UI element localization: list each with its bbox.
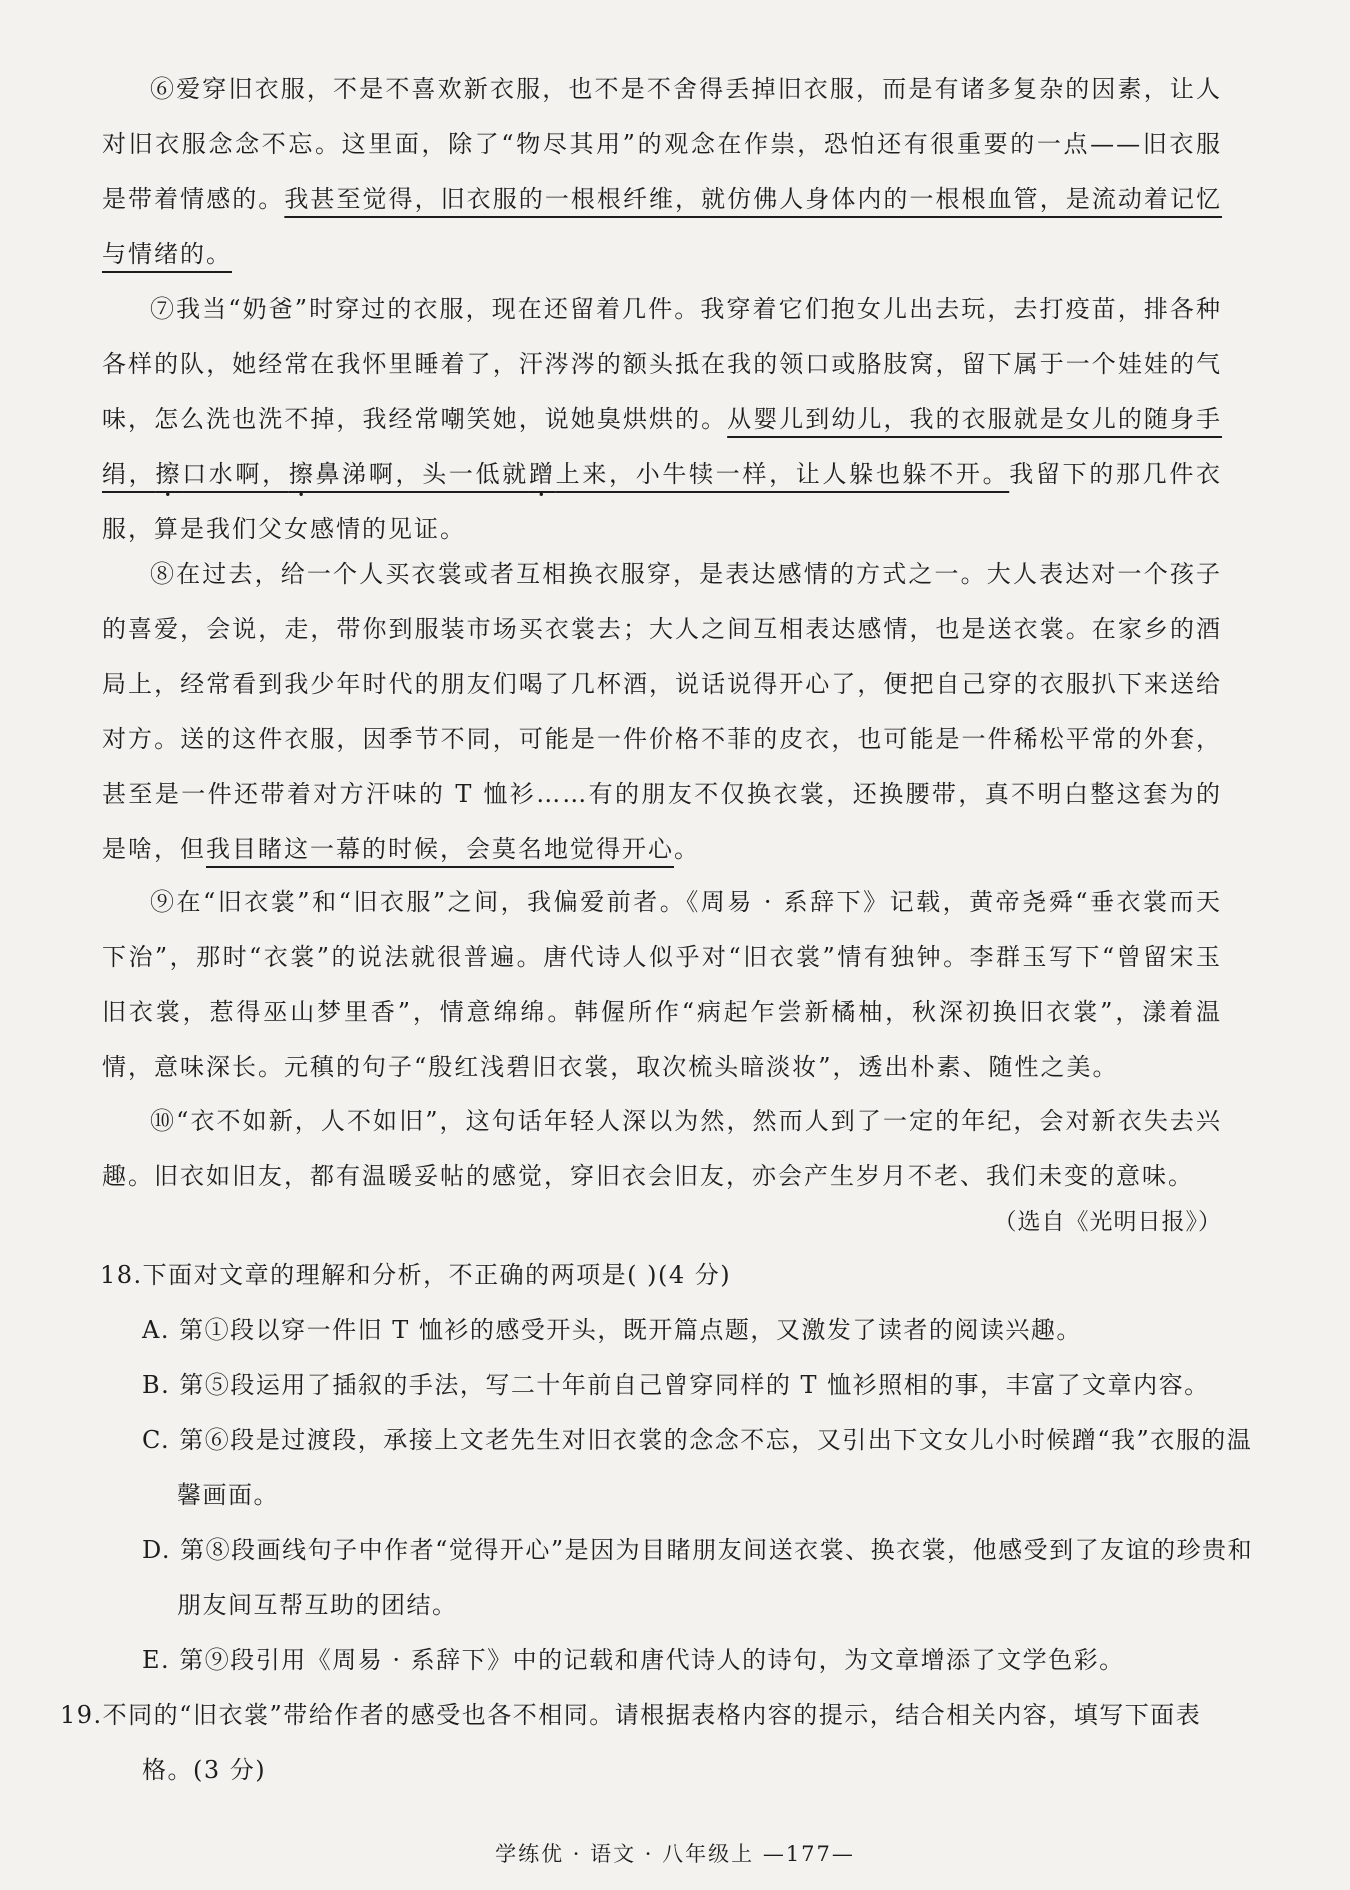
underlined-sentence-p6: 我甚至觉得，旧衣服的一根根纤维，就仿佛人身体内的一根根血管，是流动着记忆与情绪的。 xyxy=(102,185,1223,268)
paragraph-6: ⑥爱穿旧衣服，不是不喜欢新衣服，也不是不舍得丢掉旧衣服，而是有诸多复杂的因素，让人对旧衣服念念不忘。这里面，除了“物尽其用”的观念在作祟，恐怕还有很重要的一点——旧衣服是带着情感的。我甚至觉得，旧衣服的一根根纤维，就仿佛人身体内的一根根血管，是流动着记忆与情绪的。 xyxy=(102,75,1223,268)
question-18 xyxy=(102,1248,1227,1303)
page-footer: 学练优 · 语文 · 八年级上 —177— xyxy=(495,1842,855,1866)
paragraph-8: ⑧在过去，给一个人买衣裳或者互相换衣服穿，是表达感情的方式之一。大人表达对一个孩子的喜爱，会说，走，带你到服装市场买衣裳去；大人之间互相表达感情，也是送衣裳。在家乡的酒局上，经常看到我少年时代的朋友们喝了几杯酒，说话说得开心了，便把自己穿的衣服扒下来送给对方。送的这件衣服，因季节不同，可能是一件价格不菲的皮衣，也可能是一件稀松平常的外套，甚至是一件还带着对方汗味的 T 恤衫……有的朋友不仅换衣裳，还换腰带，真不明白整这套为的是啥，但我目睹这一幕的时候，会莫名地觉得开心。 xyxy=(102,560,1222,863)
question-stem: 不同的“旧衣裳”带给作者的感受也各不相同。请根据表格内容的提示，结合相关内容，填写下面表格。(3 分) xyxy=(102,1701,1202,1784)
question-number: 18. xyxy=(100,1261,143,1289)
source-citation: （选自《光明日报》） xyxy=(993,1209,1222,1235)
underlined-sentence-p7: 从婴儿到幼儿，我的衣服就是女儿的随身手绢，擦口水啊，擦鼻涕啊，头一低就蹭上来，小牛犊一样，让人躲也躲不开。 xyxy=(102,405,1223,488)
paragraph-7: ⑦我当“奶爸”时穿过的衣服，现在还留着几件。我穿着它们抱女儿出去玩，去打疫苗，排各种各样的队，她经常在我怀里睡着了，汗涔涔的额头抵在我的领口或胳肢窝，留下属于一个娃娃的气味，怎么洗也洗不掉，我经常嘲笑她，说她臭烘烘的。从婴儿到幼儿，我的衣服就是女儿的随身手绢，擦口水啊，擦鼻涕啊，头一低就蹭上来，小牛犊一样，让人躲也躲不开。我留下的那几件衣服，算是我们父女感情的见证。 xyxy=(102,295,1223,543)
dotted-word: 擦 xyxy=(288,460,316,488)
option-c: C. 第⑥段是过渡段，承接上文老先生对旧衣裳的念念不忘，又引出下文女儿小时候蹭“我”衣服的温馨画面。 xyxy=(142,1426,1253,1509)
question-number: 19. xyxy=(60,1701,103,1729)
dotted-word: 擦 xyxy=(155,460,183,488)
paragraph-9: ⑨在“旧衣裳”和“旧衣服”之间，我偏爱前者。《周易 · 系辞下》记载，黄帝尧舜“垂衣裳而天下治”，那时“衣裳”的说法就很普遍。唐代诗人似乎对“旧衣裳”情有独钟。李群玉写下“曾留宋玉旧衣裳，惹得巫山梦里香”，情意绵绵。韩偓所作“病起乍尝新橘柚，秋深初换旧衣裳”，漾着温情，意味深长。元稹的句子“殷红浅碧旧衣裳，取次梳头暗淡妆”，透出朴素、随性之美。 xyxy=(102,888,1222,1081)
dotted-word: 蹭 xyxy=(528,460,556,488)
paragraph-10: ⑩“衣不如新，人不如旧”，这句话年轻人深以为然，然而人到了一定的年纪，会对新衣失去兴趣。旧衣如旧友，都有温暖妥帖的感觉，穿旧衣会旧友，亦会产生岁月不老、我们未变的意味。 xyxy=(102,1107,1222,1190)
question-19 xyxy=(60,1688,1227,1798)
option-b: B. 第⑤段运用了插叙的手法，写二十年前自己曾穿同样的 T 恤衫照相的事，丰富了文章内容。 xyxy=(142,1371,1210,1399)
option-e: E. 第⑨段引用《周易 · 系辞下》中的记载和唐代诗人的诗句，为文章增添了文学色彩。 xyxy=(142,1646,1125,1674)
underlined-sentence-p8: 我目睹这一幕的时候，会莫名地觉得开心 xyxy=(206,835,674,863)
question-stem: 下面对文章的理解和分析，不正确的两项是( )(4 分) xyxy=(142,1261,732,1289)
option-a: A. 第①段以穿一件旧 T 恤衫的感受开头，既开篇点题，又激发了读者的阅读兴趣。 xyxy=(142,1316,1082,1344)
option-d: D. 第⑧段画线句子中作者“觉得开心”是因为目睹朋友间送衣裳、换衣裳，他感受到了友谊的珍贵和朋友间互帮互助的团结。 xyxy=(142,1536,1254,1619)
